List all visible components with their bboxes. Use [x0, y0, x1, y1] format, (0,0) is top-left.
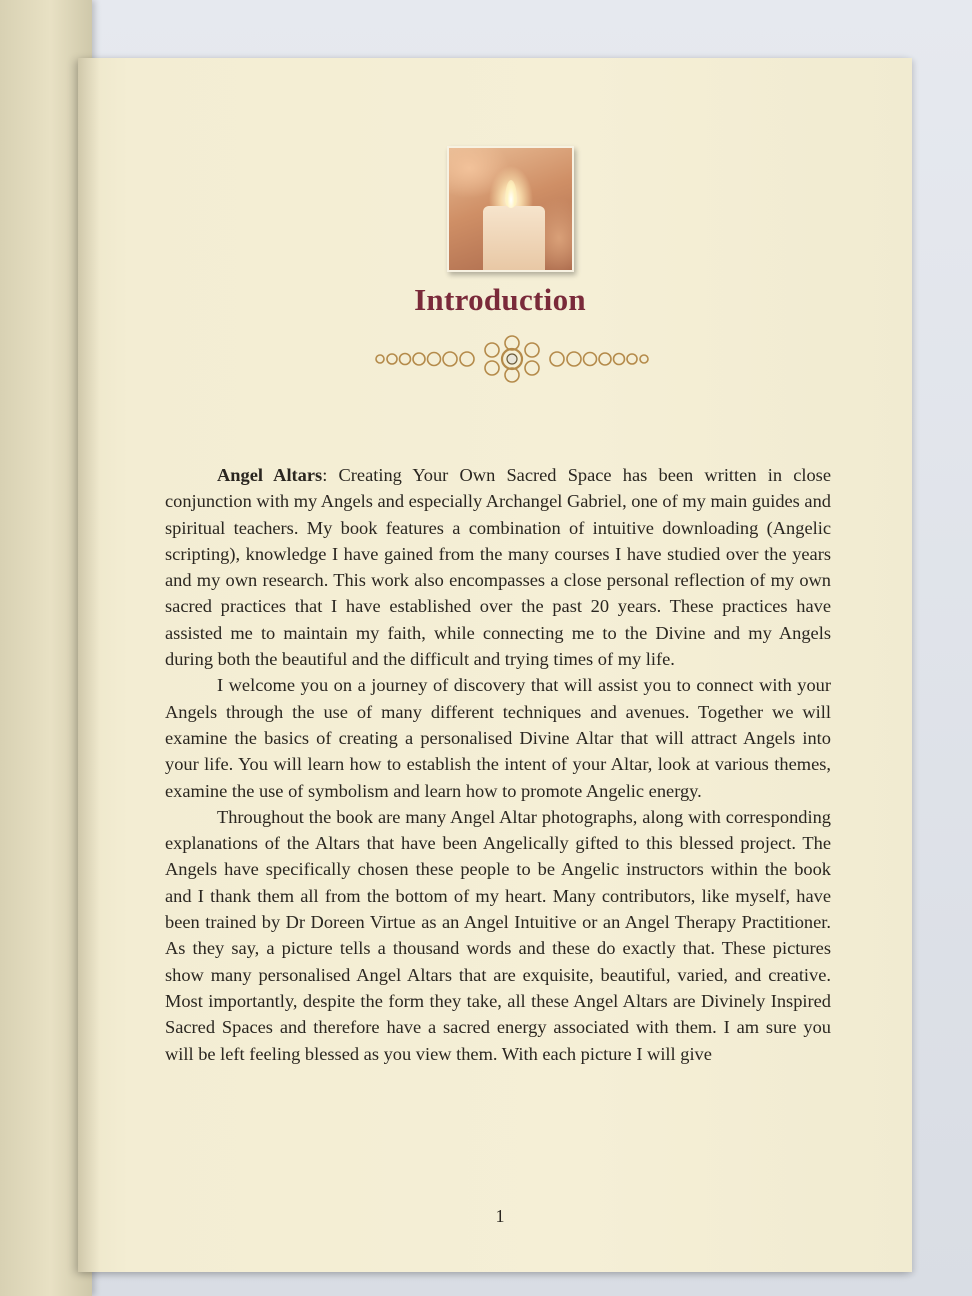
introduction-body — [165, 462, 831, 1067]
paragraph-3: Throughout the book are many Angel Altar photographs, along with corresponding explanations of the Altars that have been Angelically gifted to this blessed project. The Angels have specifically chosen these people to be Angelic instructors within the book and I thank them all from the bottom of my heart. Many contributors, like myself, have been trained by Dr Doreen Virtue as an Angel Intuitive or an Angel Therapy Practitioner. As they say, a picture tells a thousand words and these do exactly that. These pictures show many personalised Angel Altars that are exquisite, beautiful, varied, and creative. Most importantly, despite the form they take, all these Angel Altars are Divinely Inspired Sacred Spaces and therefore have a sacred energy associated with them. I am sure you will be left feeling blessed as you view them. With each picture I will give — [165, 806, 831, 1064]
scroll-ornament-icon — [372, 330, 652, 388]
book-title-bold: Angel Altars — [217, 465, 323, 485]
chapter-title: Introduction — [414, 282, 586, 317]
paragraph-1 — [165, 462, 831, 672]
paragraph-1-text: : Creating Your Own Sacred Space has been written in close conjunction with my Angels and especially Archangel Gabriel, one of my main guides and spiritual teachers. My book features a combination of intuitive downloading (Angelic scripting), knowledge I have gained from the many courses I have studied over the years and my own research. This work also encompasses a close personal reflection of my own sacred practices that I have established over the past 20 years. These practices have assisted me to maintain my faith, while connecting me to the Divine and my Angels during both the beautiful and the difficult and trying times of my life. — [165, 465, 831, 670]
gutter-shadow — [78, 58, 100, 1272]
flame-image — [505, 180, 517, 208]
paragraph-2: I welcome you on a journey of discovery that will assist you to connect with your Angels through the use of many different techniques and avenues. Together we will examine the basics of creating a personalised Divine Altar that will attract Angels into your life. You will learn how to establish the intent of your Altar, look at various themes, examine the use of symbolism and learn how to promote Angelic energy. — [165, 675, 831, 801]
candle-photo — [447, 146, 574, 272]
candle-image — [483, 206, 545, 272]
page-number: 1 — [495, 1206, 505, 1226]
